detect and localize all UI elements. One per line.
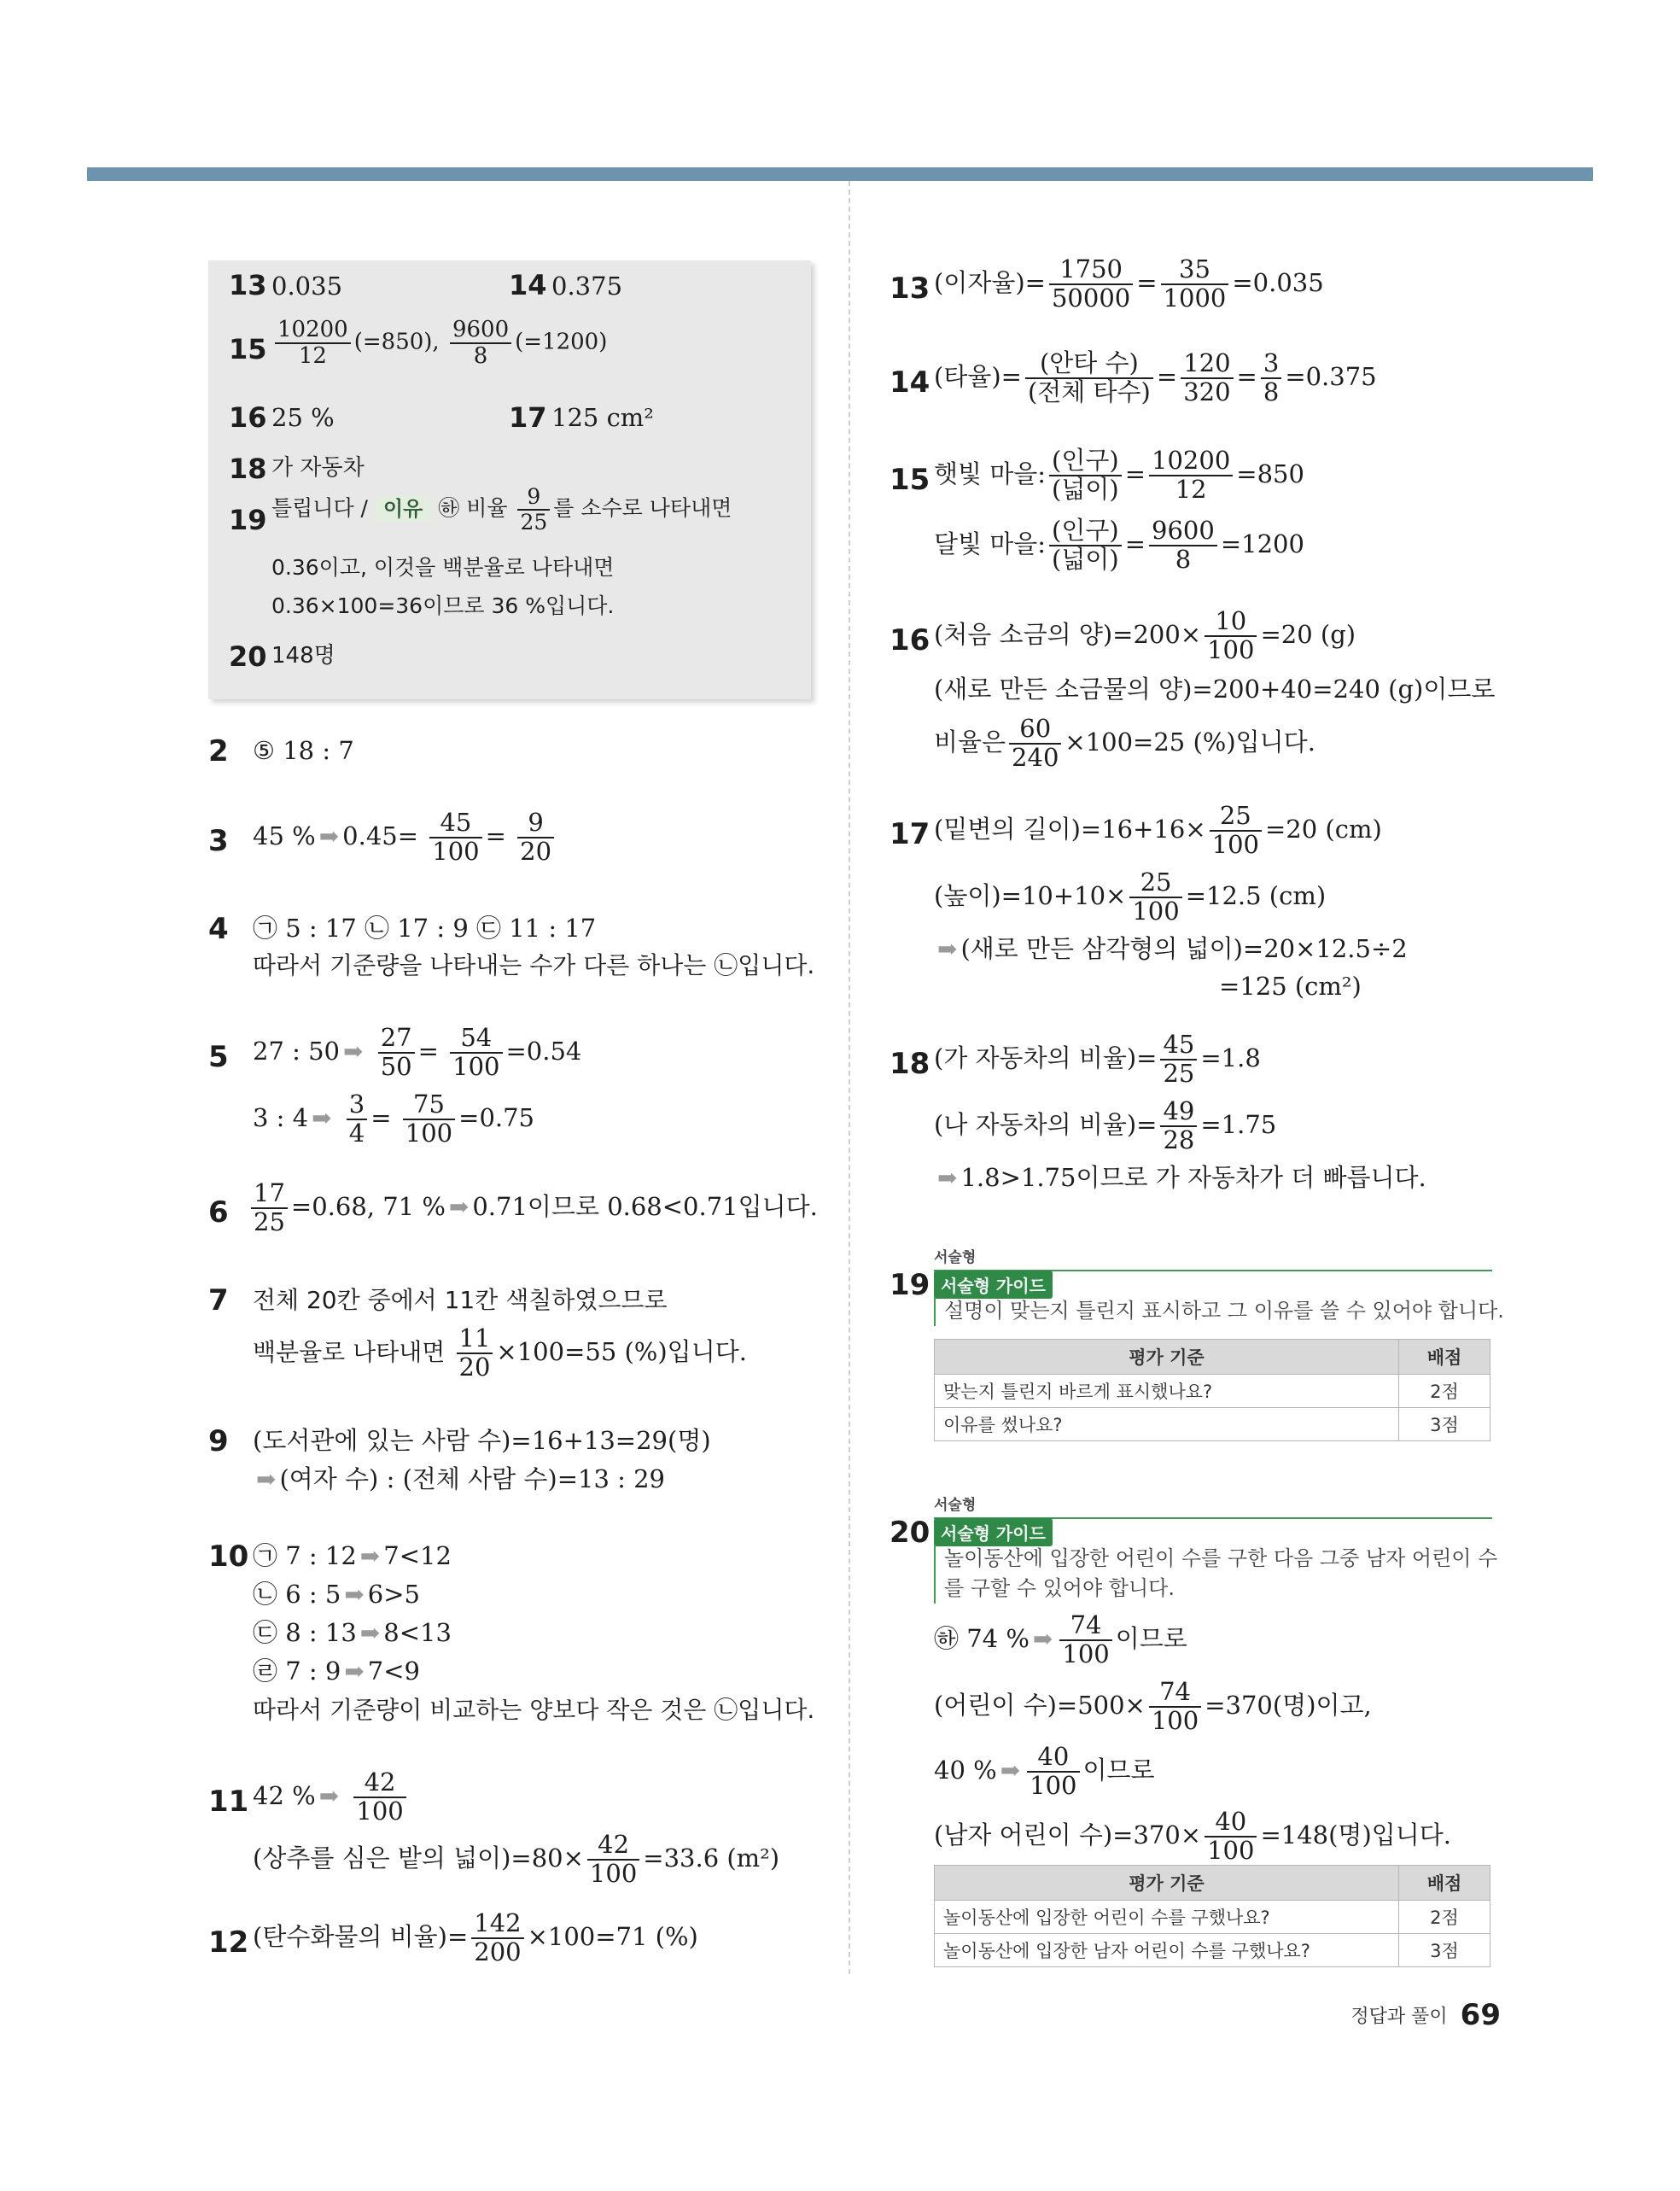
header-score: 배점 [1399,1866,1490,1901]
arrow-right-icon: ➡ [1032,1624,1053,1653]
solution-line: 따라서 기준량이 비교하는 양보다 작은 것은 ㉡입니다. [253,1696,815,1724]
answer-number: 20 [229,640,267,673]
answer-number: 18 [229,453,267,485]
criteria-cell: 이유를 썼나요? [935,1408,1399,1441]
arrow-right-icon: ➡ [343,1037,364,1066]
fraction: $\frac{35}{1000}$ [1161,256,1229,313]
problem-number: 2 [208,734,229,768]
fraction: $\frac{45}{100}$ [429,809,481,866]
footer-label: 정답과 풀이 [1350,2006,1448,2028]
solution-line: ㉣ 7 : 9 ➡ 7<9 [253,1656,420,1686]
arrow-right-icon: ➡ [448,1192,470,1221]
answer-line: 0.36×100=36이므로 36 %입니다. [271,593,615,618]
solution-line: ➡ (여자 수) : (전체 사람 수)=13 : 29 [256,1464,666,1493]
problem-number: 19 [890,1268,930,1302]
fraction: $\frac{11}{20}$ [457,1325,493,1382]
answer-number: 14 [509,269,547,301]
fraction: $\frac{17}{25}$ [251,1180,288,1236]
problem-number: 6 [208,1195,229,1230]
page-footer [1350,1998,1501,2032]
solution-line: ㉻ 74 % ➡ $\frac{74}{100}$ 이므로 [934,1610,1187,1668]
arrow-right-icon: ➡ [312,1103,332,1132]
top-color-bar [87,167,1593,181]
fraction: $\frac{10200}{12}$ [1149,447,1233,504]
answer-number: 19 [229,504,267,536]
solution-line: (이자율)= $\frac{1750}{50000}$ = $\frac{35}{1000}$ =0.035 [934,254,1324,313]
solution-line: (도서관에 있는 사람 수)=16+13=29(명) [253,1426,711,1455]
problem-number: 20 [890,1516,930,1550]
evaluation-table [934,1865,1490,1967]
fraction: $\frac{10200}{12}$ [275,318,351,368]
arrow-right-icon: ➡ [318,1781,340,1810]
fraction: $\frac{60}{240}$ [1009,716,1061,772]
solution-line: 백분율로 나타내면 $\frac{11}{20}$ ×100=55 (%)입니다. [253,1323,747,1382]
table-row [935,1901,1490,1934]
solution-line: 햇빛 마을: $\frac{\text{(인구)}}{\text{(넓이)}}$ = $\frac{10200}{12}$ =850 [934,446,1304,504]
fraction: $\frac{142}{200}$ [471,1910,523,1966]
solution-line: (나 자동차의 비율)= $\frac{49}{28}$ =1.75 [934,1096,1277,1154]
fraction: $\frac{42}{100}$ [353,1769,405,1826]
fraction: $\frac{74}{100}$ [1059,1612,1111,1668]
criteria-cell: 맞는지 틀린지 바르게 표시했나요? [935,1375,1399,1408]
problem-number: 16 [890,623,930,657]
fraction: $\frac{9}{25}$ [517,485,550,534]
header-score: 배점 [1399,1340,1490,1375]
problem-number: 17 [890,817,930,851]
solution-line: 40 % ➡ $\frac{40}{100}$ 이므로 [934,1742,1155,1800]
table-row [935,1408,1490,1441]
solution-line: (타율)= $\frac{\text{(안타 수)}}{\text{(전체 타수)}}$ = $\frac{120}{320}$ = $\frac{3}{8}$ =0.375 [934,348,1377,406]
fraction: $\frac{42}{100}$ [587,1832,639,1888]
score-cell: 3점 [1399,1934,1490,1967]
solution-line: (처음 소금의 양)=200× $\frac{10}{100}$ =20 (g) [934,606,1356,664]
fraction: $\frac{\text{(인구)}}{\text{(넓이)}}$ [1049,517,1122,574]
table-row [935,1375,1490,1408]
answer-value: 0.035 [271,272,343,301]
criteria-cell: 놀이동산에 입장한 어린이 수를 구했나요? [935,1901,1399,1934]
solution-line: ㉡ 6 : 5 ➡ 6>5 [253,1580,420,1609]
problem-number: 15 [890,463,930,497]
column-divider [849,181,850,1974]
solution-line: (새로 만든 소금물의 양)=200+40=240 (g)이므로 [934,675,1496,704]
fraction: $\frac{3}{4}$ [347,1091,367,1148]
fraction: $\frac{9600}{8}$ [450,318,511,368]
fraction: $\frac{45}{25}$ [1160,1031,1197,1088]
answer-number: 15 [229,333,267,365]
problem-number: 11 [208,1785,249,1819]
answer-number: 13 [229,269,267,301]
problem-number: 9 [208,1424,229,1458]
fraction: $\frac{40}{100}$ [1027,1744,1079,1800]
solution-line: 3 : 4 ➡ $\frac{3}{4}$ = $\frac{75}{100}$ =0.75 [253,1090,535,1148]
score-cell: 2점 [1399,1901,1490,1934]
fraction: $\frac{54}{100}$ [450,1025,502,1081]
answer-value: 0.375 [551,272,623,301]
solution-line: ㉠ 5 : 17 ㉡ 17 : 9 ㉢ 11 : 17 [253,914,597,943]
arrow-right-icon: ➡ [359,1619,381,1647]
arrow-right-icon: ➡ [344,1580,365,1609]
table-header-row [935,1866,1490,1901]
guide-badge: 서술형 가이드 [934,1518,1053,1546]
header-criteria: 평가 기준 [935,1340,1399,1375]
reason-tag: 이유 [375,495,431,523]
fraction: $\frac{9600}{8}$ [1149,517,1217,574]
fraction: $\frac{1750}{50000}$ [1049,256,1133,313]
descriptive-label: 서술형 [934,1249,977,1266]
page-number: 69 [1460,1998,1501,2032]
solution-line: (어린이 수)=500× $\frac{74}{100}$ =370(명)이고, [934,1677,1372,1735]
answer-value: 25 % [271,403,335,432]
solution-line: 달빛 마을: $\frac{\text{(인구)}}{\text{(넓이)}}$ = $\frac{9600}{8}$ =1200 [934,516,1304,574]
solution-line: ㉢ 8 : 13 ➡ 8<13 [253,1618,452,1647]
arrow-right-icon: ➡ [937,1164,958,1192]
solution-line: (남자 어린이 수)=370× $\frac{40}{100}$ =148(명)입니다. [934,1807,1452,1865]
score-cell: 2점 [1399,1375,1490,1408]
problem-number: 3 [208,824,229,858]
table-header-row [935,1340,1490,1375]
problem-number: 7 [208,1283,229,1318]
evaluation-table [934,1339,1490,1441]
fraction: $\frac{10}{100}$ [1205,608,1257,664]
solution-line: (가 자동차의 비율)= $\frac{45}{25}$ =1.8 [934,1030,1261,1088]
criteria-cell: 놀이동산에 입장한 남자 어린이 수를 구했나요? [935,1934,1399,1967]
solution-line: 비율은 $\frac{60}{240}$ ×100=25 (%)입니다. [934,714,1315,772]
table-row [935,1934,1490,1967]
problem-number: 13 [890,272,930,306]
problem-number: 18 [890,1047,930,1081]
guide-text: 놀이동산에 입장한 어린이 수를 구한 다음 그중 남자 어린이 수 를 구할 수 있어야 합니다. [934,1544,1497,1604]
fraction: $\frac{27}{50}$ [378,1025,415,1081]
solution-line: 27 : 50 ➡ $\frac{27}{50}$ = $\frac{54}{100}$ =0.54 [253,1023,582,1081]
fraction: $\frac{3}{8}$ [1261,350,1281,406]
problem-number: 14 [890,365,930,400]
guide-badge: 서술형 가이드 [934,1271,1053,1299]
solution-line: ⑤ 18 : 7 [253,736,354,765]
answer-line: 0.36이고, 이것을 백분율로 나타내면 [271,555,615,580]
answer-value: 148명 [271,643,335,669]
descriptive-label: 서술형 [934,1497,977,1514]
arrow-right-icon: ➡ [359,1542,381,1570]
problem-number: 12 [208,1925,249,1960]
arrow-right-icon: ➡ [1000,1756,1021,1785]
answer-number: 16 [229,401,267,434]
answer-value: 125 cm² [551,403,654,432]
solution-line: ➡ (새로 만든 삼각형의 넓이)=20×12.5÷2 [937,934,1408,963]
solution-line: (밑변의 길이)=16+16× $\frac{25}{100}$ =20 (cm) [934,801,1382,859]
fraction: $\frac{\text{(인구)}}{\text{(넓이)}}$ [1049,447,1122,504]
fraction: $\frac{49}{28}$ [1160,1098,1197,1154]
arrow-right-icon: ➡ [318,821,340,850]
solution-line: ㉠ 7 : 12 ➡ 7<12 [253,1541,452,1570]
solution-line: (높이)=10+10× $\frac{25}{100}$ =12.5 (cm) [934,868,1327,926]
solution-line: 전체 20칸 중에서 11칸 색칠하였으므로 [253,1286,668,1314]
fraction: $\frac{\text{(안타 수)}}{\text{(전체 타수)}}$ [1025,350,1153,406]
arrow-right-icon: ➡ [344,1657,365,1686]
solution-line: 42 % ➡ $\frac{42}{100}$ [253,1769,410,1826]
fraction: $\frac{25}{100}$ [1129,869,1181,926]
solution-line: ➡ 1.8>1.75이므로 가 자동차가 더 빠릅니다. [937,1163,1426,1192]
solution-line: (탄수화물의 비율)= $\frac{142}{200}$ ×100=71 (%) [253,1908,698,1966]
fraction: $\frac{9}{20}$ [517,809,554,866]
header-criteria: 평가 기준 [935,1866,1399,1901]
fraction: $\frac{74}{100}$ [1149,1679,1201,1735]
answer-number: 17 [509,401,547,434]
problem-number: 5 [208,1040,229,1074]
solution-line: =125 (cm²) [1219,972,1362,1001]
answer-value: 틀립니다 / 이유 ㉻ 비율 $\frac{9}{25}$ 를 소수로 나타내면 [271,484,732,535]
fraction: $\frac{75}{100}$ [403,1091,455,1148]
arrow-right-icon: ➡ [256,1465,277,1493]
problem-number: 10 [208,1540,249,1574]
fraction: $\frac{120}{320}$ [1181,350,1233,406]
guide-text: 설명이 맞는지 틀린지 표시하고 그 이유를 쓸 수 있어야 합니다. [934,1296,1504,1326]
score-cell: 3점 [1399,1408,1490,1441]
fraction: $\frac{25}{100}$ [1210,803,1262,859]
solution-line: (상추를 심은 밭의 넓이)=80× $\frac{42}{100}$ =33.6 (m²) [253,1830,780,1888]
solution-line: 45 % ➡ 0.45= $\frac{45}{100}$ = $\frac{9}{20}$ [253,809,557,866]
answer-value: $\frac{10200}{12}$ (=850), $\frac{9600}{8}$ (=1200) [271,318,607,368]
solution-line: 따라서 기준량을 나타내는 수가 다른 하나는 ㉡입니다. [253,951,815,979]
fraction: $\frac{40}{100}$ [1205,1808,1257,1865]
arrow-right-icon: ➡ [937,935,958,963]
solution-line: $\frac{17}{25}$ =0.68, 71 % ➡ 0.71이므로 0.68<0.71입니다. [248,1180,818,1236]
problem-number: 4 [208,912,229,946]
answer-value: 가 자동차 [271,455,365,481]
